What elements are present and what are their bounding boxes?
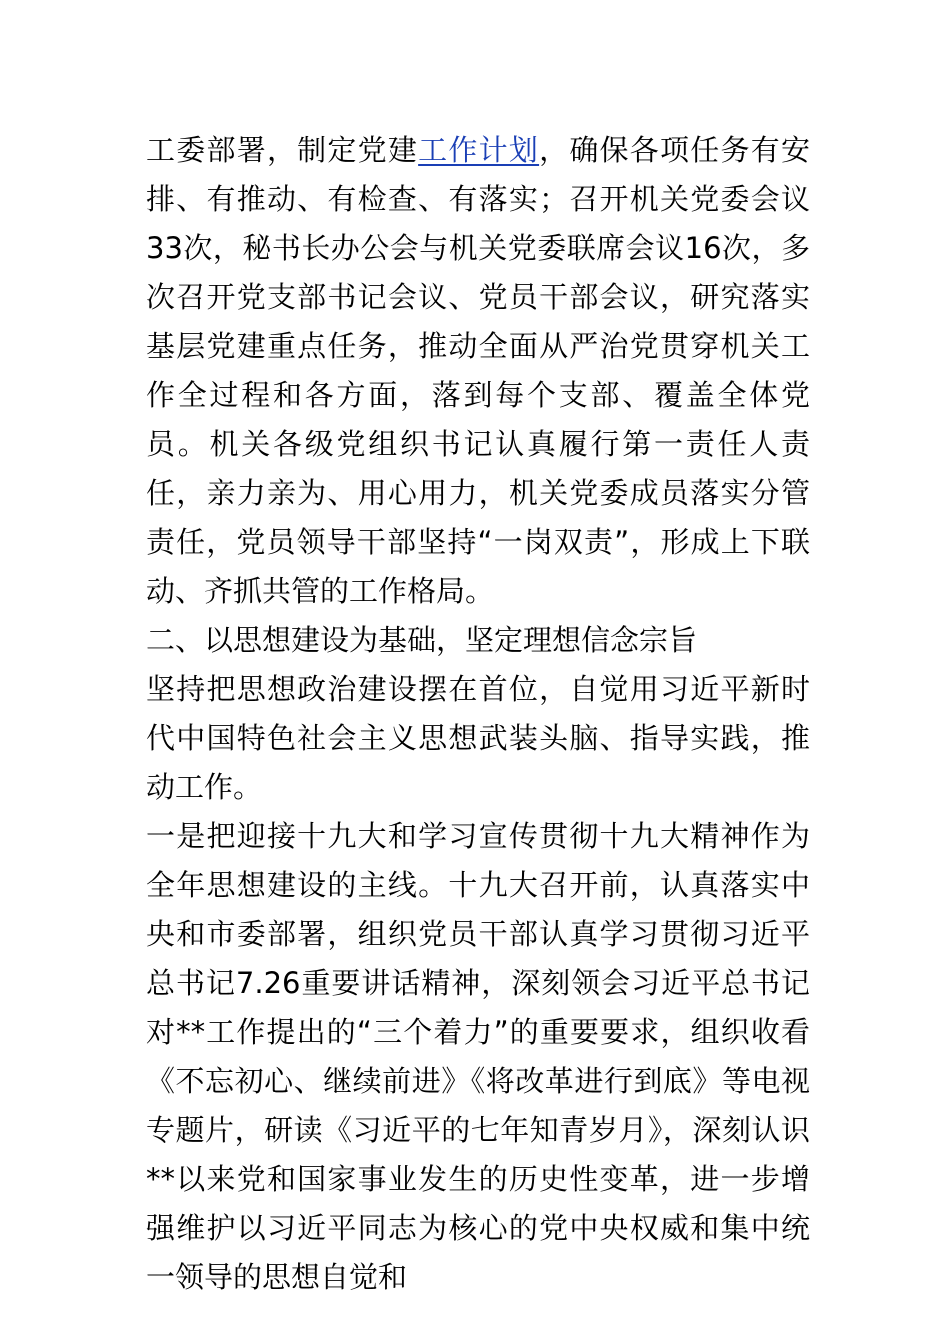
paragraph-text-before-link: 工委部署，制定党建	[146, 133, 419, 167]
paragraph-work-plan	[146, 126, 810, 616]
work-plan-link[interactable]: 工作计划	[418, 133, 540, 167]
document-body	[146, 126, 810, 1302]
paragraph-nineteenth-congress: 一是把迎接十九大和学习宣传贯彻十九大精神作为全年思想建设的主线。十九大召开前，认真落实中央和市委部署，组织党员干部认真学习贯彻习近平总书记7.26重要讲话精神，深刻领会习近平总书记对**工作提出的“三个着力”的重要要求，组织收看《不忘初心、继续前进》《将改革进行到底》等电视专题片，研读《习近平的七年知青岁月》，深刻认识**以来党和国家事业发生的历史性变革，进一步增强维护以习近平同志为核心的党中央权威和集中统一领导的思想自觉和	[146, 819, 810, 1294]
paragraph-thought-building: 坚持把思想政治建设摆在首位，自觉用习近平新时代中国特色社会主义思想武装头脑、指导实践，推动工作。	[146, 672, 810, 804]
paragraph-text-after-link: ，确保各项任务有安排、有推动、有检查、有落实；召开机关党委会议33次，秘书长办公会与机关党委联席会议16次，多次召开党支部书记会议、党员干部会议，研究落实基层党建重点任务，推动全面从严治党贯穿机关工作全过程和各方面，落到每个支部、覆盖全体党员。机关各级党组织书记认真履行第一责任人责任，亲力亲为、用心用力，机关党委成员落实分管责任，党员领导干部坚持“一岗双责”，形成上下联动、齐抓共管的工作格局。	[146, 133, 810, 608]
section-heading-2: 二、以思想建设为基础，坚定理想信念宗旨	[146, 623, 698, 657]
